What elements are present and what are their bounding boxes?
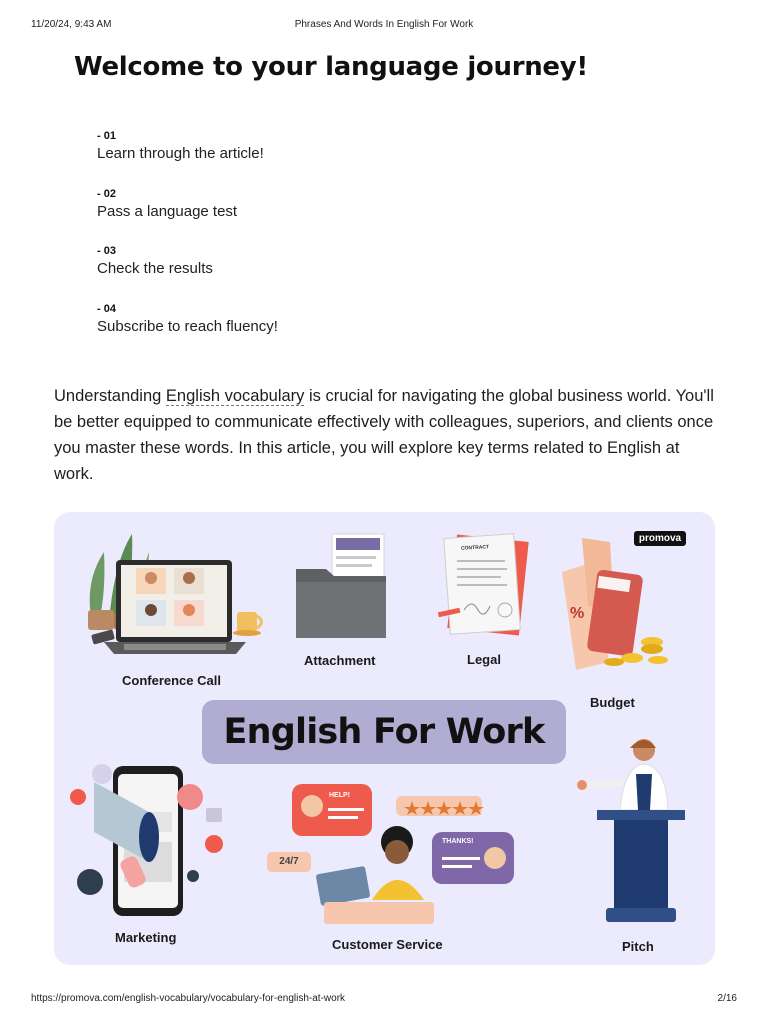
marketing-illustration bbox=[70, 764, 223, 916]
promova-logo: promova bbox=[634, 531, 686, 546]
step-text: Pass a language test bbox=[97, 202, 238, 220]
step-item bbox=[97, 301, 278, 359]
print-header bbox=[0, 19, 768, 33]
budget-illustration bbox=[562, 538, 668, 670]
label-customer-service: Customer Service bbox=[332, 937, 443, 952]
step-item bbox=[97, 186, 278, 244]
conference-call-illustration bbox=[88, 534, 262, 654]
page-heading: Welcome to your language journey! bbox=[74, 52, 588, 82]
intro-paragraph bbox=[54, 383, 722, 487]
illustration-title: English For Work bbox=[202, 700, 566, 764]
label-conference-call: Conference Call bbox=[122, 673, 221, 688]
step-text: Check the results bbox=[97, 260, 213, 277]
label-budget: Budget bbox=[590, 695, 635, 710]
step-number: - 02 bbox=[97, 187, 116, 200]
print-datetime: 11/20/24, 9:43 AM bbox=[31, 19, 112, 30]
attachment-illustration bbox=[296, 534, 386, 638]
hours-badge: 24/7 bbox=[267, 852, 311, 872]
svg-text:%: % bbox=[570, 605, 585, 622]
english-vocabulary-link[interactable]: English vocabulary bbox=[165, 387, 305, 405]
label-legal: Legal bbox=[467, 652, 501, 667]
contract-text: CONTRACT bbox=[460, 544, 490, 552]
thanks-bubble-text: THANKS! bbox=[442, 838, 474, 845]
step-number: - 03 bbox=[97, 245, 116, 257]
label-marketing: Marketing bbox=[115, 930, 177, 945]
step-item bbox=[97, 243, 278, 301]
page-number: 2/16 bbox=[717, 993, 737, 1004]
print-doc-title: Phrases And Words In English For Work bbox=[294, 19, 474, 30]
step-number: - 04 bbox=[97, 302, 116, 315]
pitch-illustration bbox=[577, 739, 685, 922]
label-attachment: Attachment bbox=[304, 653, 376, 668]
customer-service-illustration bbox=[292, 784, 514, 924]
step-item bbox=[97, 128, 278, 186]
step-text: Learn through the article! bbox=[97, 145, 264, 162]
step-text: Subscribe to reach fluency! bbox=[97, 317, 278, 335]
step-number: - 01 bbox=[97, 130, 116, 142]
intro-text-start: Understanding bbox=[54, 387, 166, 405]
english-for-work-illustration bbox=[54, 512, 715, 965]
intro-text-end: is crucial for navigating the global business world. You'll be better equipped to communicate effectively with colleagues, superiors, and clients once you master these words. In this article, you will explore key terms related to English at work. bbox=[54, 387, 714, 483]
help-bubble-text: HELP! bbox=[329, 792, 350, 799]
journey-steps bbox=[97, 128, 278, 358]
label-pitch: Pitch bbox=[622, 939, 654, 954]
print-url: https://promova.com/english-vocabulary/vocabulary-for-english-at-work bbox=[31, 993, 346, 1004]
